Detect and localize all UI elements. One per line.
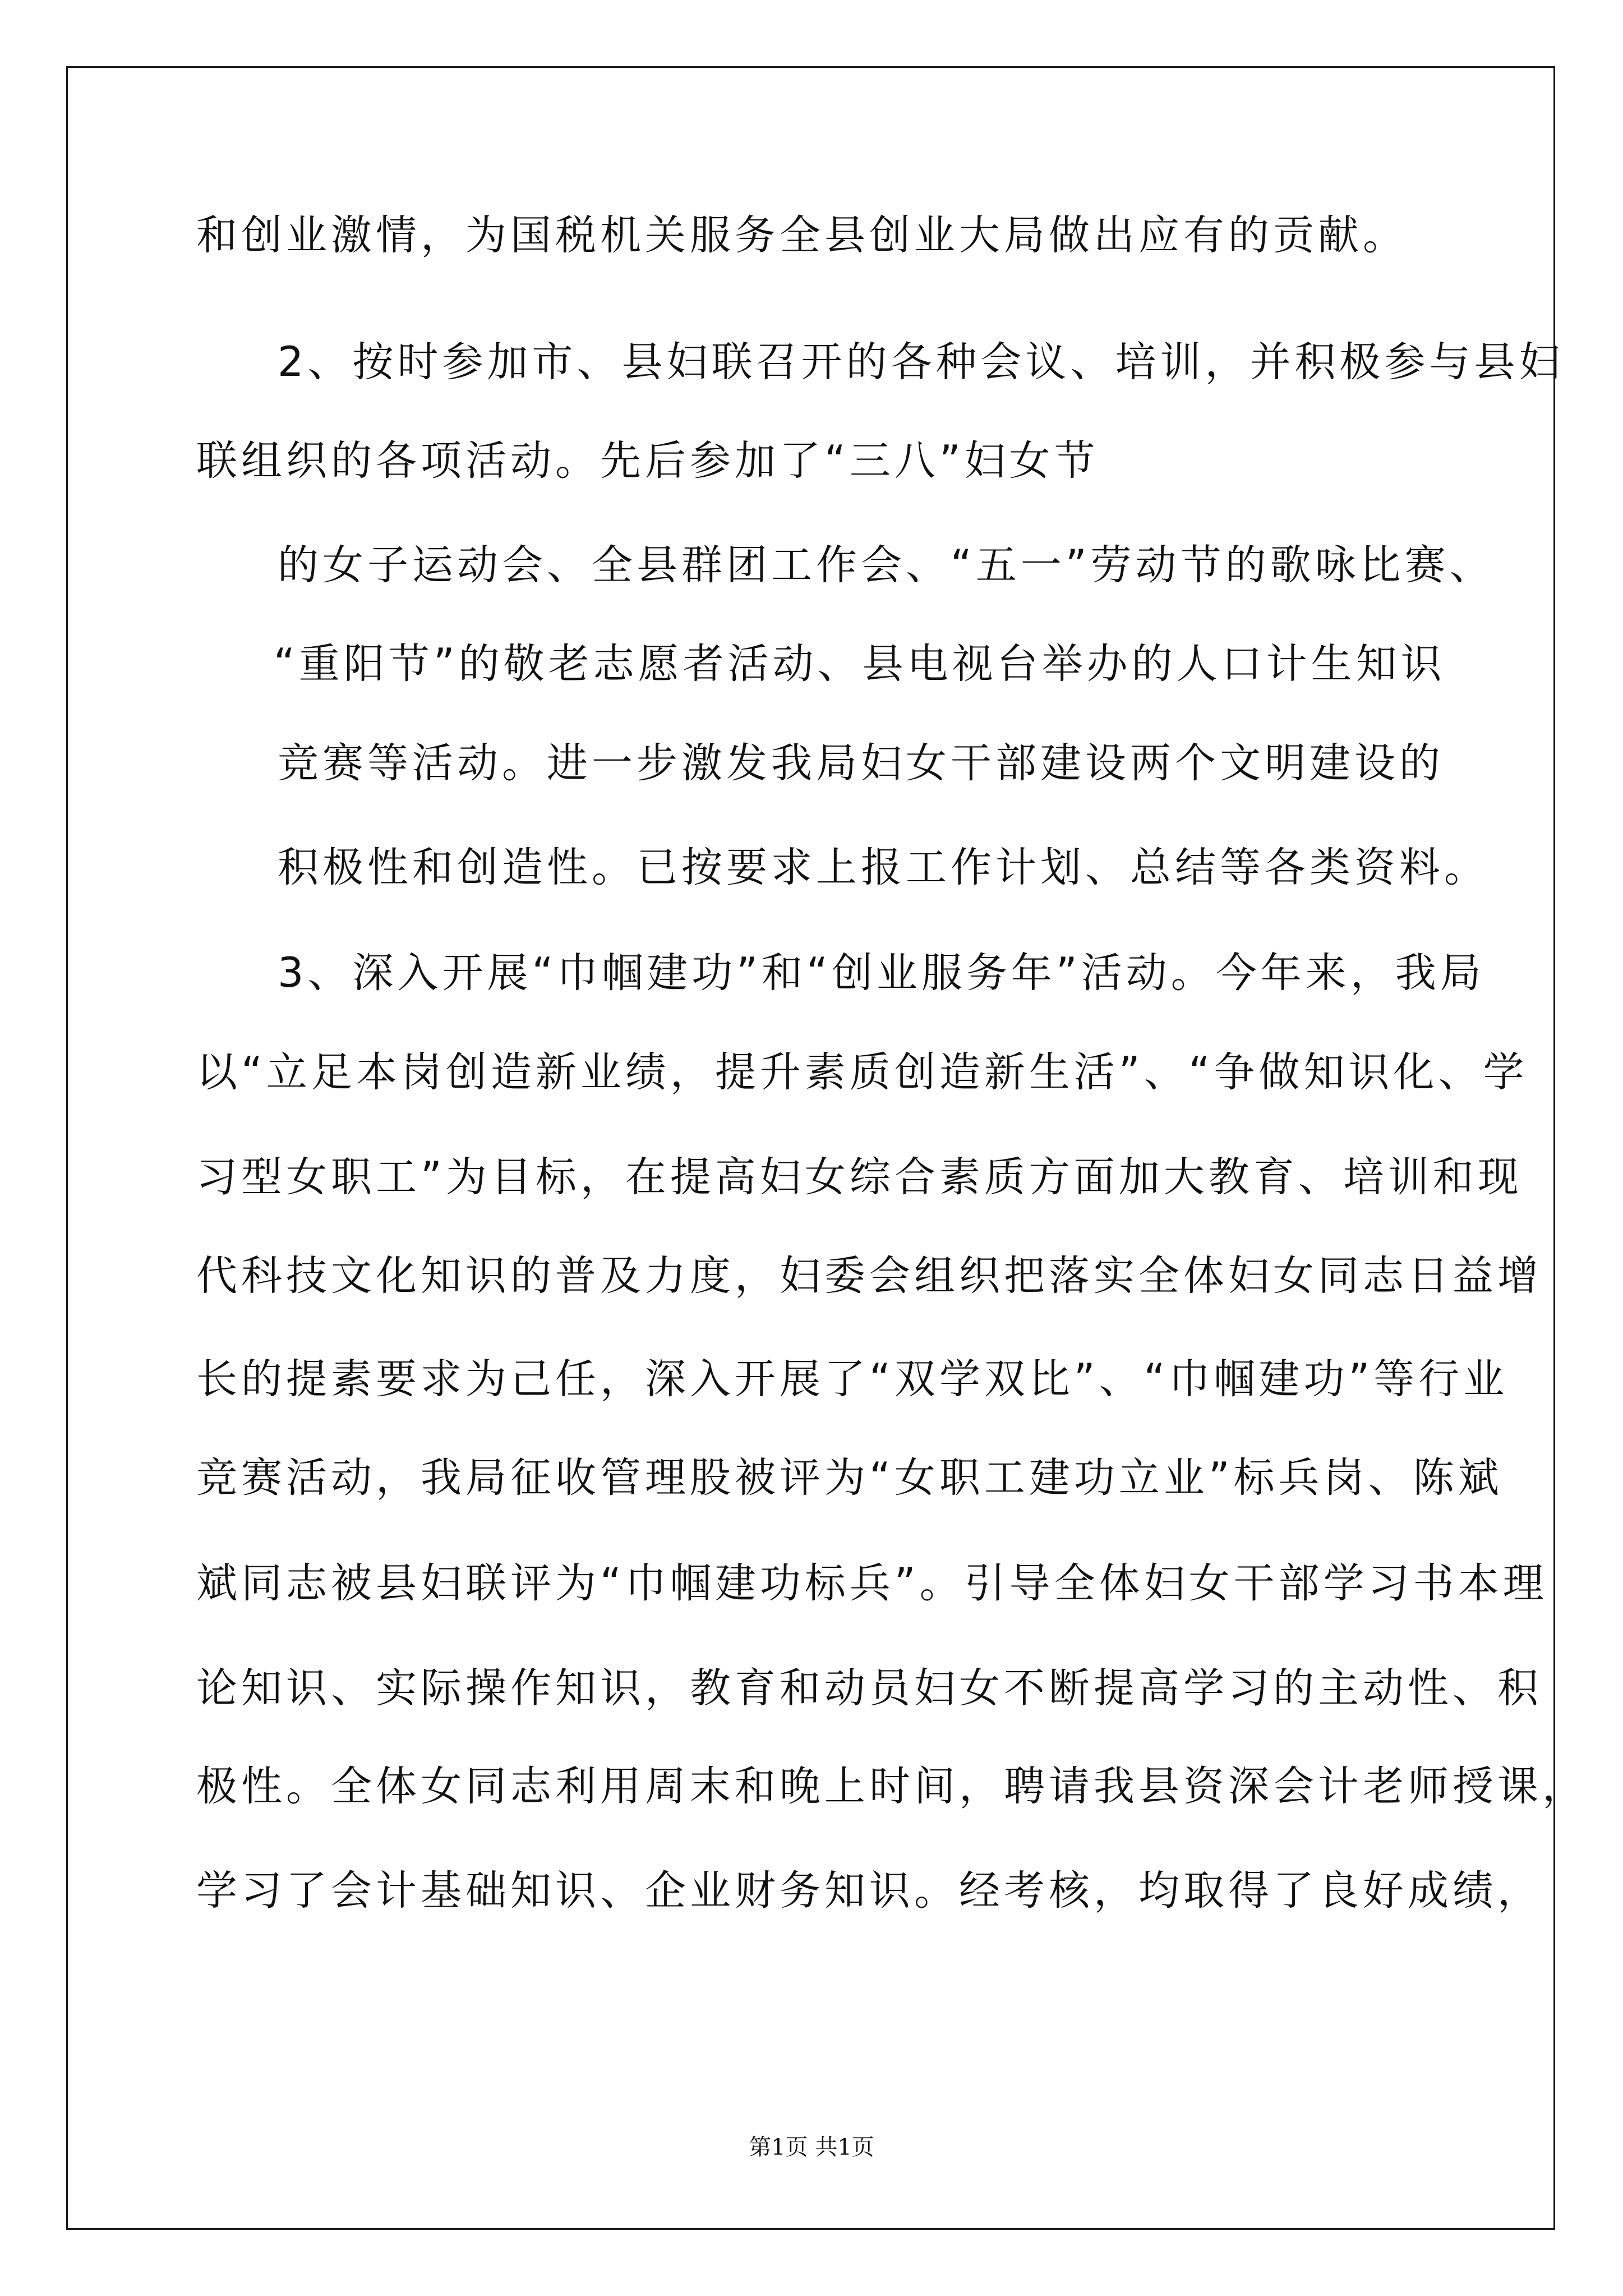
text-line-16: 极性。全体女同志利用周末和晚上时间，聘请我县资深会计老师授课， — [196, 1763, 1587, 1810]
text-line-4: 的女子运动会、全县群团工作会、“五一”劳动节的歌咏比赛、 — [278, 541, 1495, 589]
text-line-3: 联组织的各项活动。先后参加了“三八”妇女节 — [196, 437, 1099, 485]
page-footer: 第1页 共1页 — [749, 2134, 874, 2160]
text-line-8: 3、深入开展“巾帼建功”和“创业服务年”活动。今年来，我局 — [278, 949, 1485, 997]
text-line-15: 论知识、实际操作知识，教育和动员妇女不断提高学习的主动性、积 — [196, 1664, 1542, 1712]
text-line-11: 代科技文化知识的普及力度，妇委会组织把落实全体妇女同志日益增 — [196, 1252, 1542, 1300]
text-line-1: 和创业激情，为国税机关服务全县创业大局做出应有的贡献。 — [196, 211, 1408, 259]
text-line-6: 竞赛等活动。进一步激发我局妇女干部建设两个文明建设的 — [278, 739, 1444, 787]
text-line-13: 竞赛活动，我局征收管理股被评为“女职工建功立业”标兵岗、陈斌 — [196, 1454, 1503, 1502]
text-line-10: 习型女职工”为目标，在提高妇女综合素质方面加大教育、培训和现 — [196, 1153, 1523, 1201]
text-line-17: 学习了会计基础知识、企业财务知识。经考核，均取得了良好成绩， — [196, 1867, 1542, 1915]
text-line-7: 积极性和创造性。已按要求上报工作计划、总结等各类资料。 — [278, 844, 1489, 891]
text-line-12: 长的提素要求为己任，深入开展了“双学双比”、“巾帼建功”等行业 — [196, 1355, 1509, 1403]
text-line-5: “重阳节”的敬老志愿者活动、县电视台举办的人口计生知识 — [274, 640, 1446, 688]
text-line-14: 斌同志被县妇联评为“巾帼建功标兵”。引导全体妇女干部学习书本理 — [196, 1559, 1548, 1607]
text-line-2: 2、按时参加市、县妇联召开的各种会议、培训，并积极参与县妇 — [278, 338, 1564, 386]
text-line-9: 以“立足本岗创造新业绩，提升素质创造新生活”、“争做知识化、学 — [196, 1048, 1528, 1096]
